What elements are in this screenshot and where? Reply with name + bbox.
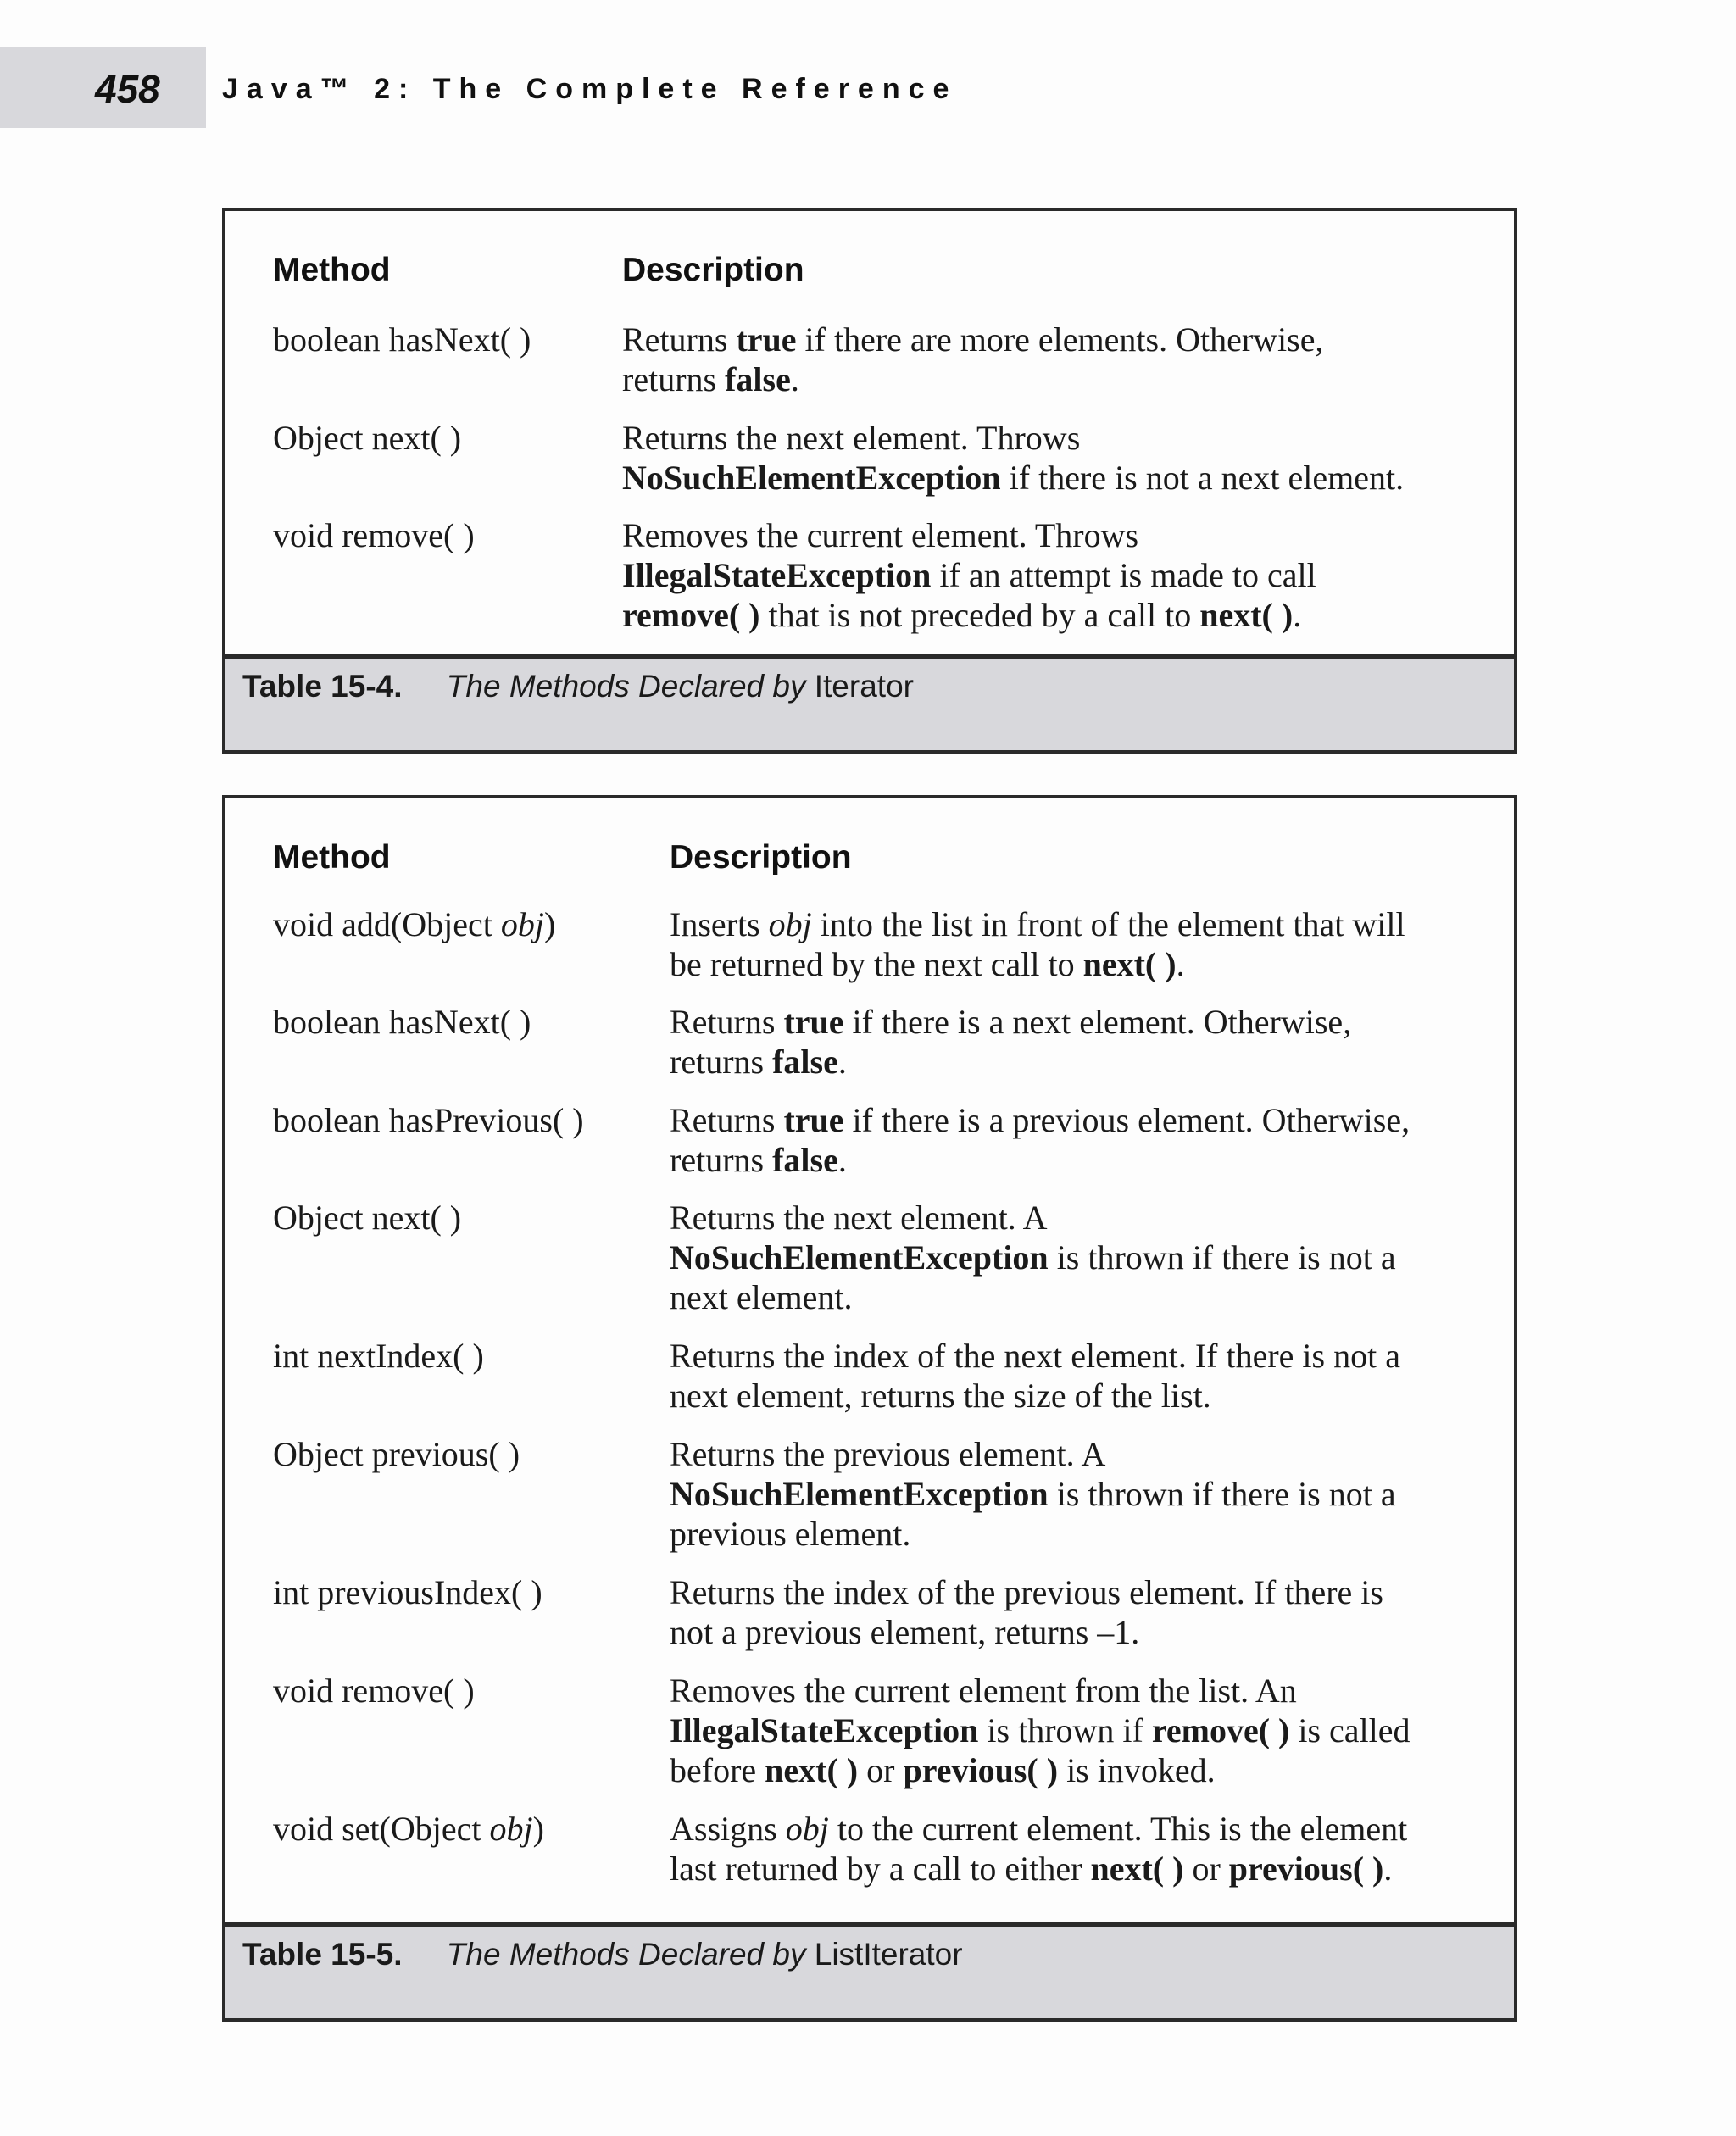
method-signature: boolean hasNext( ) — [273, 1003, 531, 1041]
description-line: NoSuchElementException is thrown if there is not a — [670, 1475, 1396, 1513]
description-line: Removes the current element. Throws — [622, 516, 1139, 554]
method-description — [670, 1671, 1410, 1790]
column-header-method: Method — [273, 252, 391, 288]
method-description — [670, 1434, 1396, 1554]
method-signature: void remove( ) — [273, 1672, 475, 1710]
description-line: Returns the index of the previous element. If there is — [670, 1573, 1383, 1611]
method-signature: boolean hasNext( ) — [273, 320, 531, 359]
caption-text: The Methods Declared by — [446, 669, 806, 704]
description-line: last returned by a call to either next( ) or previous( ). — [670, 1850, 1393, 1888]
table-caption-bar — [225, 1922, 1514, 2018]
method-description — [622, 320, 1323, 399]
description-line: Returns the next element. Throws — [622, 419, 1081, 457]
method-description — [670, 1809, 1407, 1888]
description-line: Returns true if there is a next element. Otherwise, — [670, 1003, 1352, 1041]
table-caption — [242, 1937, 963, 1972]
method-description — [670, 1336, 1400, 1416]
description-line: be returned by the next call to next( ). — [670, 945, 1185, 983]
table-iterator-methods — [222, 208, 1517, 754]
description-line: returns false. — [622, 360, 799, 398]
method-signature: Object previous( ) — [273, 1435, 520, 1473]
caption-label: Table 15-5. — [242, 1937, 403, 1972]
description-line: IllegalStateException if an attempt is made to call — [622, 556, 1316, 594]
description-line: Inserts obj into the list in front of the element that will — [670, 905, 1405, 943]
method-signature: Object next( ) — [273, 1199, 462, 1237]
description-line: Returns the index of the next element. If there is not a — [670, 1337, 1400, 1375]
method-signature: void set(Object obj) — [273, 1810, 544, 1848]
method-description — [670, 1572, 1383, 1652]
description-line: before next( ) or previous( ) is invoked. — [670, 1751, 1216, 1789]
description-line: next element. — [670, 1278, 853, 1316]
method-signature: int nextIndex( ) — [273, 1337, 484, 1375]
description-line: Assigns obj to the current element. This is the element — [670, 1810, 1408, 1848]
method-signature: void remove( ) — [273, 516, 475, 554]
method-signature: int previousIndex( ) — [273, 1573, 542, 1611]
method-description — [670, 1100, 1410, 1180]
description-line: previous element. — [670, 1515, 911, 1553]
running-title: Java™ 2: The Complete Reference — [222, 73, 958, 105]
description-line: Returns true if there is a previous element. Otherwise, — [670, 1101, 1410, 1139]
description-line: NoSuchElementException if there is not a next element. — [622, 459, 1405, 497]
method-description — [670, 904, 1405, 984]
method-description — [670, 1198, 1396, 1317]
description-line: returns false. — [670, 1043, 847, 1081]
description-line: Returns the next element. A — [670, 1199, 1048, 1237]
method-description — [622, 515, 1316, 635]
description-line: Removes the current element from the list. An — [670, 1672, 1297, 1710]
method-signature: Object next( ) — [273, 419, 462, 457]
method-description — [622, 418, 1404, 498]
caption-text: The Methods Declared by — [446, 1937, 806, 1972]
description-line: next element, returns the size of the list. — [670, 1377, 1211, 1415]
table-listiterator-methods — [222, 795, 1517, 2022]
description-line: not a previous element, returns –1. — [670, 1613, 1140, 1651]
column-header-method: Method — [273, 839, 391, 876]
description-line: Returns the previous element. A — [670, 1435, 1106, 1473]
method-signature: void add(Object obj) — [273, 905, 556, 943]
column-header-description: Description — [670, 839, 852, 876]
description-line: NoSuchElementException is thrown if there is not a — [670, 1238, 1396, 1277]
caption-label: Table 15-4. — [242, 669, 403, 704]
method-signature: boolean hasPrevious( ) — [273, 1101, 584, 1139]
description-line: Returns true if there are more elements. Otherwise, — [622, 320, 1324, 359]
page-number: 458 — [95, 67, 160, 111]
column-header-description: Description — [622, 252, 804, 288]
table-caption-bar — [225, 654, 1514, 750]
description-line: IllegalStateException is thrown if remove( ) is called — [670, 1711, 1410, 1749]
caption-interface-name: Iterator — [814, 669, 914, 704]
description-line: returns false. — [670, 1141, 847, 1179]
description-line: remove( ) that is not preceded by a call to next( ). — [622, 596, 1302, 634]
table-caption — [242, 669, 914, 704]
method-description — [670, 1002, 1351, 1082]
caption-interface-name: ListIterator — [814, 1937, 963, 1972]
